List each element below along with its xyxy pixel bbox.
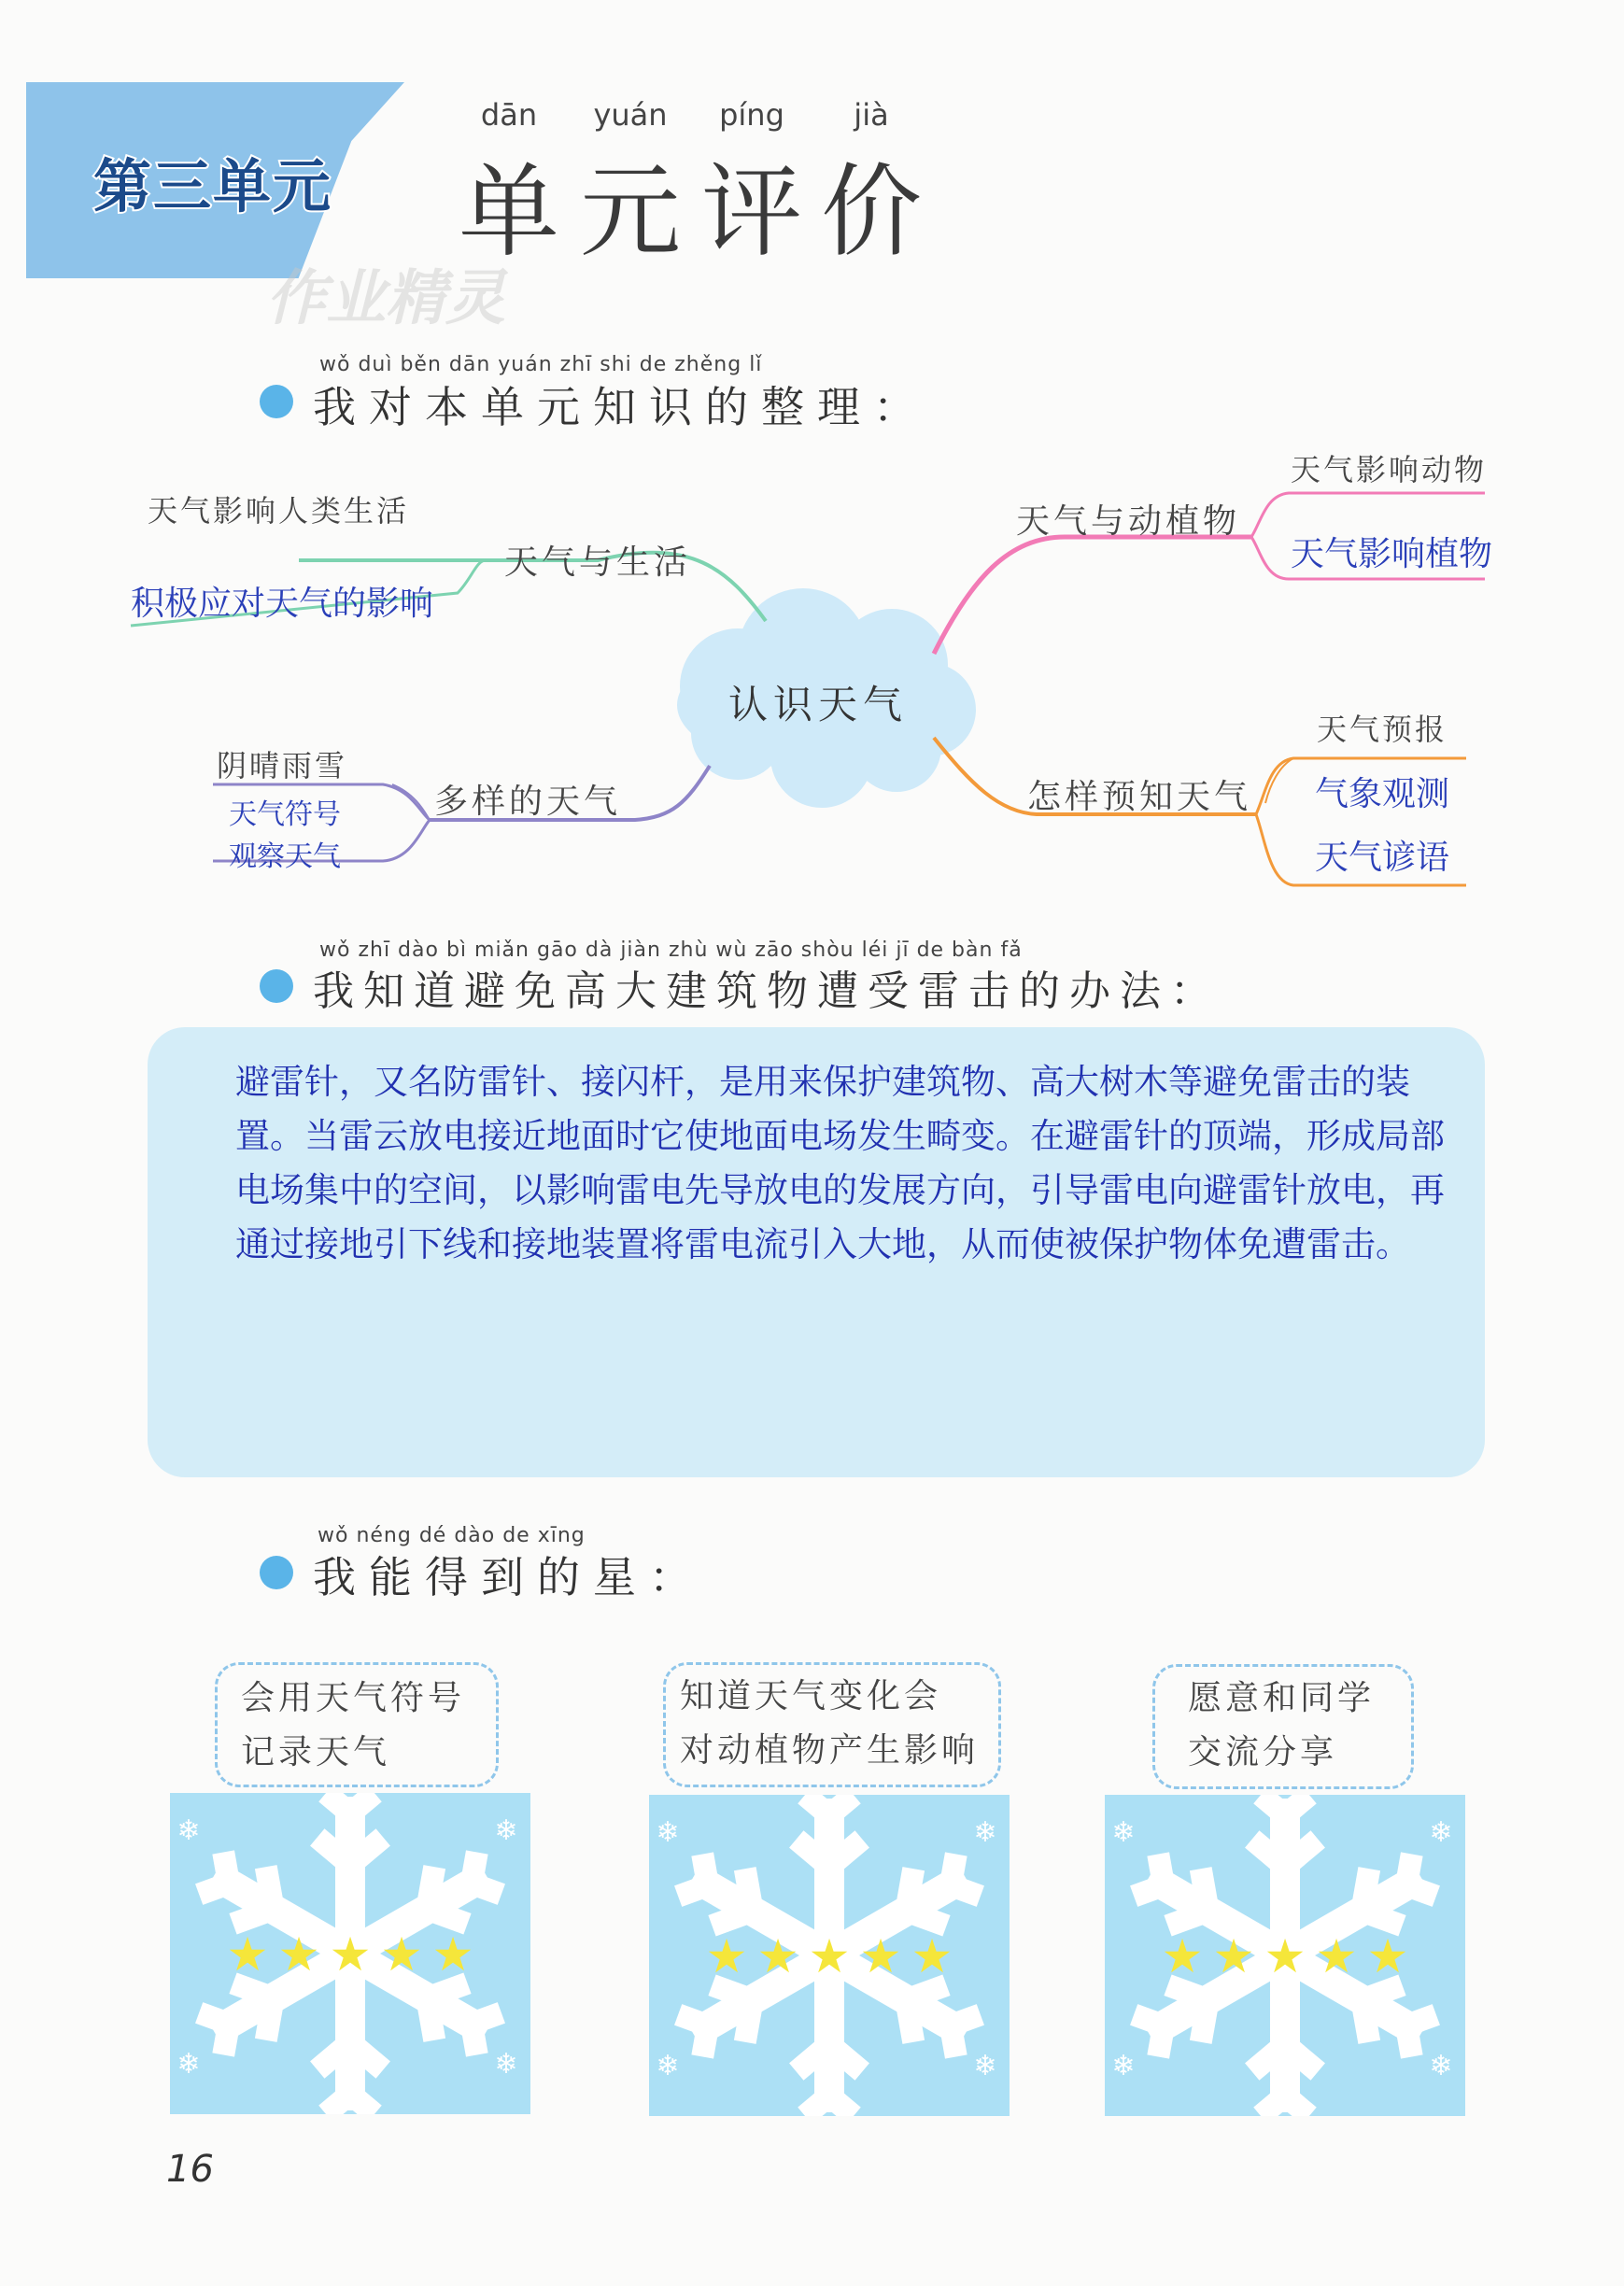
small-snowflake-icon: ❄ (1429, 2050, 1453, 2082)
star-icon[interactable]: ★ (329, 1927, 372, 1982)
title-char-1: 单 (458, 154, 559, 271)
section2-title: 我知道避免高大建筑物遭受雷击的办法： (313, 967, 1221, 1015)
watermark: 作业精灵 (266, 264, 505, 333)
star-icon[interactable]: ★ (859, 1929, 902, 1983)
title-pinyin-1: dān (480, 97, 538, 133)
title-pinyin-4: jià (854, 97, 889, 133)
star-card-3 (1105, 1795, 1465, 2116)
title-pinyin-2: yuán (593, 97, 668, 133)
mindmap-center: 认识天气 (728, 682, 909, 727)
criterion-2-line2: 对动植物产生影响 (680, 1731, 980, 1770)
star-card-2 (649, 1795, 1010, 2116)
title-char-2: 元 (579, 154, 681, 271)
item-weather-affects-plants: 天气影响植物 (1291, 535, 1493, 573)
star-icon[interactable]: ★ (705, 1929, 748, 1983)
item-weather-proverbs: 天气谚语 (1315, 839, 1450, 877)
snowflake-icon (649, 1795, 1010, 2116)
small-snowflake-icon: ❄ (656, 2050, 680, 2082)
item-weather-forecast: 天气预报 (1317, 712, 1448, 747)
small-snowflake-icon: ❄ (177, 2048, 201, 2081)
title-char-4: 价 (820, 154, 922, 271)
item-weather-symbols: 天气符号 (229, 798, 341, 831)
star-card-1 (170, 1793, 530, 2114)
unit-label: 第三单元 (93, 152, 333, 220)
item-sunny-rain-snow: 阴晴雨雪 (217, 748, 348, 783)
section2-bullet-icon (260, 969, 293, 1003)
branch-diverse-weather: 多样的天气 (434, 783, 622, 821)
item-weather-affects-human: 天气影响人类生活 (148, 493, 410, 529)
section1-title: 我对本单元知识的整理： (313, 382, 929, 432)
star-icon[interactable]: ★ (226, 1927, 269, 1982)
small-snowflake-icon: ❄ (656, 1816, 680, 1849)
star-icon[interactable]: ★ (1366, 1929, 1409, 1983)
item-meteorological-observation: 气象观测 (1315, 775, 1450, 813)
criterion-1-line2: 记录天气 (241, 1733, 391, 1771)
criterion-1-line1: 会用天气符号 (241, 1679, 466, 1717)
branch-weather-plants: 天气与动植物 (1016, 502, 1241, 541)
star-icon[interactable]: ★ (911, 1929, 953, 1983)
criterion-3-line1: 愿意和同学 (1188, 1679, 1376, 1717)
small-snowflake-icon: ❄ (494, 1814, 518, 1847)
small-snowflake-icon: ❄ (177, 1814, 201, 1847)
star-icon[interactable]: ★ (1315, 1929, 1358, 1983)
star-icon[interactable]: ★ (1264, 1929, 1306, 1983)
section2-pinyin: wǒ zhī dào bì miǎn gāo dà jiàn zhù wù zāo shòu léi jī de bàn fǎ (319, 938, 1023, 962)
item-weather-affects-animals: 天气影响动物 (1291, 452, 1488, 487)
star-icon[interactable]: ★ (380, 1927, 423, 1982)
criterion-2-line1: 知道天气变化会 (680, 1677, 942, 1715)
title-char-3: 评 (700, 154, 802, 271)
small-snowflake-icon: ❄ (494, 2048, 518, 2081)
snowflake-icon (1105, 1795, 1465, 2116)
star-icon[interactable]: ★ (277, 1927, 320, 1982)
item-observe-weather: 观察天气 (229, 840, 341, 873)
star-icon[interactable]: ★ (431, 1927, 474, 1982)
star-icon[interactable]: ★ (808, 1929, 851, 1983)
small-snowflake-icon: ❄ (1111, 1816, 1136, 1849)
small-snowflake-icon: ❄ (1429, 1816, 1453, 1849)
small-snowflake-icon: ❄ (1111, 2050, 1136, 2082)
criterion-3-line2: 交流分享 (1188, 1733, 1338, 1771)
star-icon[interactable]: ★ (1161, 1929, 1204, 1983)
section1-pinyin: wǒ duì běn dān yuán zhī shi de zhěng lǐ (319, 353, 763, 376)
section3-pinyin: wǒ néng dé dào de xīng (318, 1524, 586, 1547)
answer-text: 避雷针，又名防雷针、接闪杆，是用来保护建筑物、高大树木等避免雷击的装置。当雷云放电接近地面时它使地面电场发生畸变。在避雷针的顶端，形成局部电场集中的空间，以影响雷电先导放电的发展方向，引导雷电向避雷针放电，再通过接地引下线和接地装置将雷电流引入大地，从而使被保护物体免遭雷击。 (235, 1062, 1445, 1264)
star-icon[interactable]: ★ (1212, 1929, 1255, 1983)
small-snowflake-icon: ❄ (973, 1816, 997, 1849)
section3-title: 我能得到的星： (313, 1552, 705, 1602)
section3-bullet-icon (260, 1556, 293, 1589)
title-pinyin-3: píng (719, 97, 784, 133)
small-snowflake-icon: ❄ (973, 2050, 997, 2082)
branch-weather-life: 天气与生活 (504, 543, 692, 582)
branch-forecast: 怎样预知天气 (1027, 778, 1252, 816)
item-respond-weather: 积极应对天气的影响 (131, 585, 434, 623)
snowflake-icon (170, 1793, 530, 2114)
star-icon[interactable]: ★ (756, 1929, 799, 1983)
page-number: 16 (166, 2148, 214, 2191)
